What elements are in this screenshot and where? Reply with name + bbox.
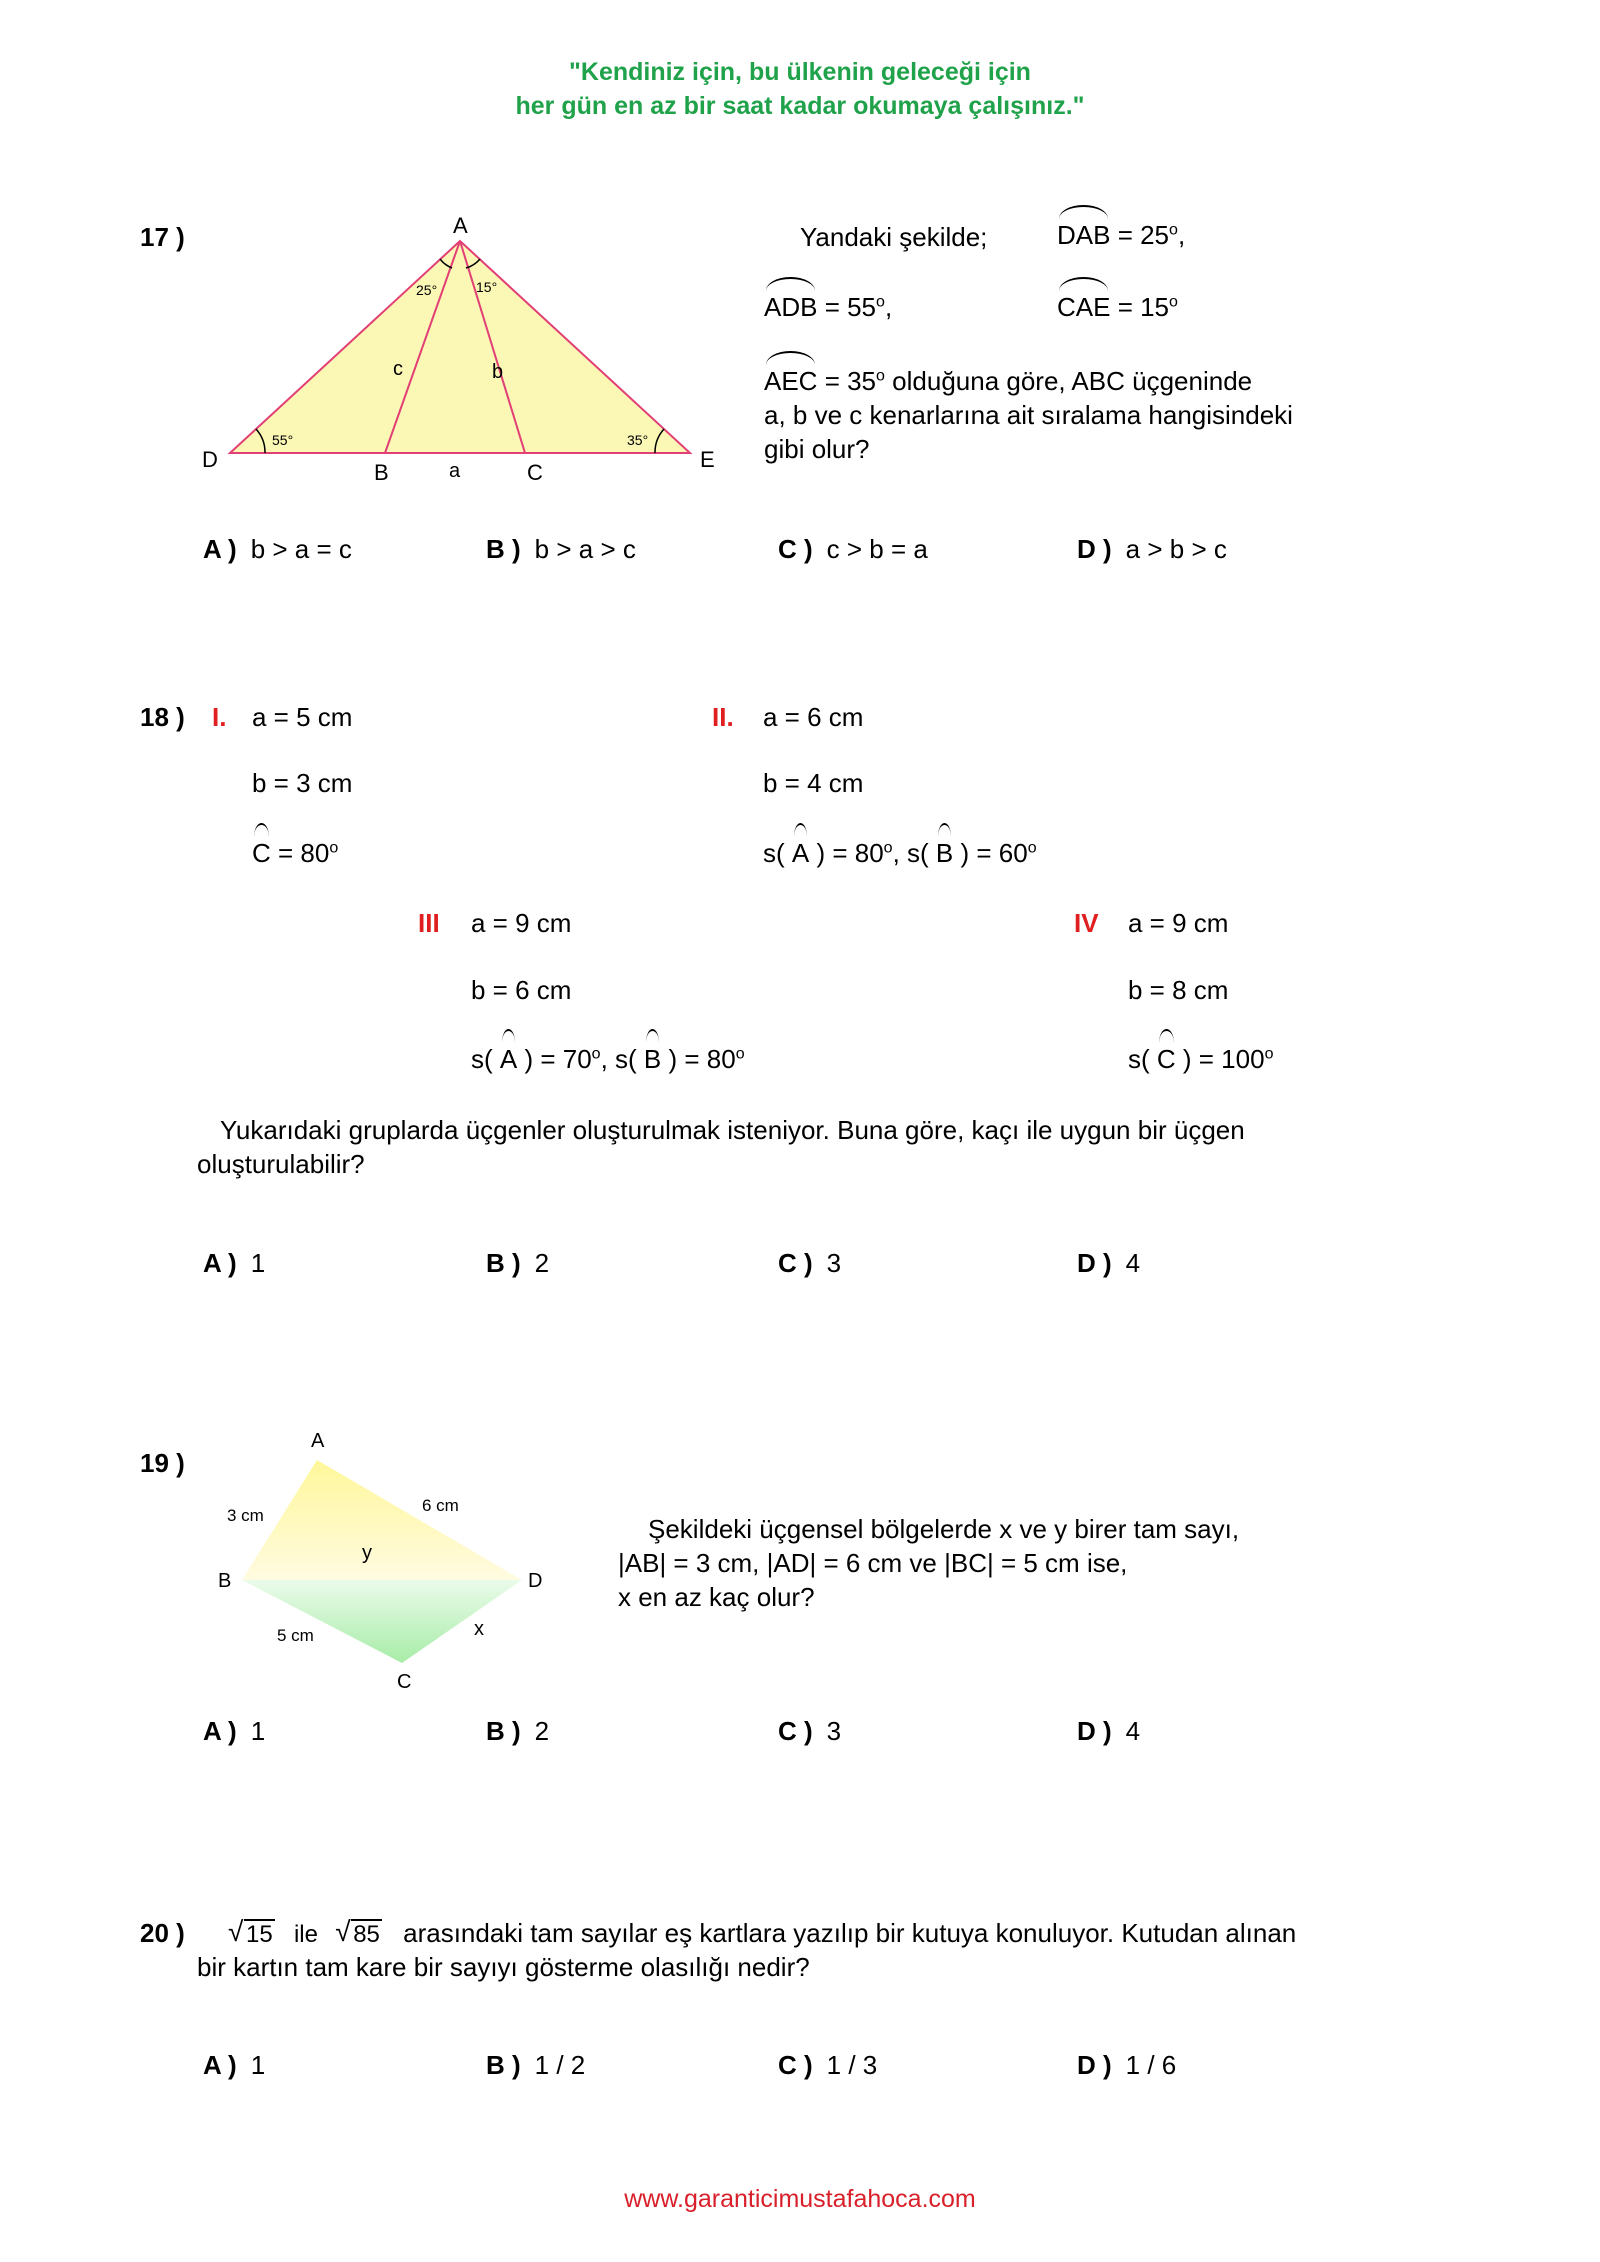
q17-label-B: B [374,460,389,485]
q18-g1-angle: $C = 80^o$ [252,838,339,868]
q18-g3-b: b = 6 cm [471,975,572,1005]
q18-g2-angles: s( A ) = $80^o$, s( B ) = $60^o$ [763,838,1037,868]
q17-option-c[interactable]: C ) c > b = a [778,534,928,564]
q17-label-a: a [449,460,461,482]
q17-label-D: D [202,447,218,472]
q17-angle-55: 55° [272,432,294,448]
q19-text-line-1: Şekildeki üçgensel bölgelerde x ve y birer tam sayı, [648,1514,1240,1544]
q17-intro: Yandaki şekilde; [800,222,988,252]
q17-label-C: C [527,460,543,485]
q18-question-line-2: oluşturulabilir? [197,1149,365,1179]
q18-g4-b: b = 8 cm [1128,975,1229,1005]
q19-label-ab: 3 cm [227,1506,264,1525]
q19-label-B: B [218,1570,232,1592]
q19-option-b[interactable]: B ) 2 [486,1716,550,1746]
q17-line-3: gibi olur? [764,434,870,464]
q20-option-b[interactable]: B ) 1 / 2 [486,2050,586,2080]
q20-line-2: bir kartın tam kare bir sayıyı gösterme olasılığı nedir? [197,1952,810,1982]
q20-option-d[interactable]: D ) 1 / 6 [1077,2050,1177,2080]
q17-angle-15: 15° [476,279,498,295]
q18-g1-b: b = 3 cm [252,768,353,798]
q19-label-A: A [311,1430,325,1452]
q19-text-line-2: |AB| = 3 cm, |AD| = 6 cm ve |BC| = 5 cm ise, [618,1548,1128,1578]
question-20-number: 20 ) [140,1918,185,1948]
q19-triangle-ABD [242,1460,522,1580]
q19-label-bc: 5 cm [277,1626,314,1645]
q20-option-c[interactable]: C ) 1 / 3 [778,2050,878,2080]
q18-option-c[interactable]: C ) 3 [778,1248,842,1278]
q17-triangle-figure [190,205,740,495]
q17-aec: AEC = $35^o$ olduğuna göre, ABC üçgeninde [764,366,1253,396]
q18-question-line-1: Yukarıdaki gruplarda üçgenler oluşturulmak isteniyor. Buna göre, kaçı ile uygun bir üçgen [220,1115,1245,1145]
q18-group-1-roman: I. [212,702,227,732]
q18-g2-b: b = 4 cm [763,768,864,798]
q19-option-c[interactable]: C ) 3 [778,1716,842,1746]
q18-group-3-roman: III [418,908,440,938]
sqrt-15: √ 15 [228,1916,273,1948]
q18-g4-a: a = 9 cm [1128,908,1229,938]
q17-outer-triangle [230,241,690,453]
q19-figure [200,1415,580,1695]
q19-option-a[interactable]: A ) 1 [203,1716,266,1746]
question-19-number: 19 ) [140,1448,185,1478]
q18-option-a[interactable]: A ) 1 [203,1248,266,1278]
q19-label-D: D [528,1570,543,1592]
footer-website-link[interactable]: www.garanticimustafahoca.com [624,2185,976,2213]
q18-group-2-roman: II. [712,702,734,732]
q19-label-x: x [474,1618,484,1640]
q18-g1-a: a = 5 cm [252,702,353,732]
q18-g2-a: a = 6 cm [763,702,864,732]
q17-line-2: a, b ve c kenarlarına ait sıralama hangisindeki [764,400,1293,430]
q17-angle-25: 25° [416,282,438,298]
q18-option-d[interactable]: D ) 4 [1077,1248,1141,1278]
q17-dab: DAB = $25^o$, [1057,220,1186,250]
q17-label-E: E [700,447,715,472]
q17-adb: ADB = $55^o$, [764,292,893,322]
question-17-number: 17 ) [140,222,185,252]
q19-text-line-3: x en az kaç olur? [618,1582,815,1612]
q19-label-y: y [362,1542,372,1564]
q20-option-a[interactable]: A ) 1 [203,2050,266,2080]
q17-option-a[interactable]: A ) b > a = c [203,534,352,564]
q17-angle-35: 35° [627,432,649,448]
q20-line-1: √ 15 ile √ 85 arasındaki tam sayılar eş kartlara yazılıp bir kutuya konuluyor. Kutudan alınan [228,1916,1297,1948]
q17-cae: CAE = $15^o$ [1057,292,1178,322]
q18-option-b[interactable]: B ) 2 [486,1248,550,1278]
q17-label-b: b [492,361,504,383]
quote-line-2: her gün en az bir saat kadar okumaya çalışınız." [515,92,1085,120]
q19-label-ad: 6 cm [422,1496,459,1515]
q17-label-c: c [393,358,403,380]
sqrt-85: √ 85 [335,1916,380,1948]
q17-option-d[interactable]: D ) a > b > c [1077,534,1227,564]
q18-g4-angle: s( C ) = $100^o$ [1128,1044,1274,1074]
q17-option-b[interactable]: B ) b > a > c [486,534,636,564]
q18-g3-angles: s( A ) = $70^o$, s( B ) = $80^o$ [471,1044,745,1074]
q18-group-4-roman: IV [1074,908,1099,938]
q19-label-C: C [397,1671,412,1693]
quote-line-1: "Kendiniz için, bu ülkenin geleceği için [569,58,1031,86]
question-18-number: 18 ) [140,702,185,732]
q19-option-d[interactable]: D ) 4 [1077,1716,1141,1746]
q18-g3-a: a = 9 cm [471,908,572,938]
q17-label-A: A [453,213,468,238]
